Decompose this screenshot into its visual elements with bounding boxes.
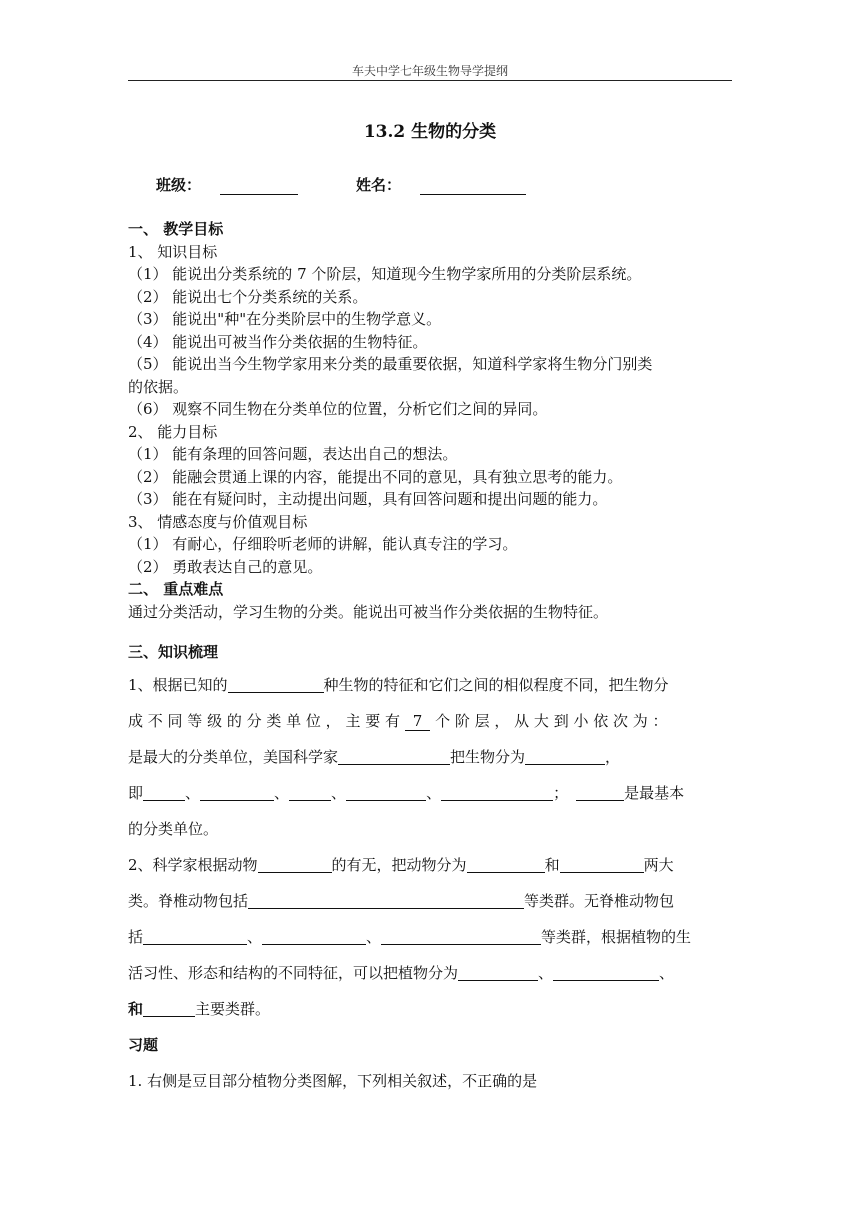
- blank[interactable]: [576, 782, 624, 801]
- blank[interactable]: [525, 746, 605, 765]
- knowledge-item-1: （1） 能说出分类系统的 7 个阶层，知道现今生物学家所用的分类阶层系统。: [128, 265, 642, 283]
- paragraph-1-line-1: 1、根据已知的 种生物的特征和它们之间的相似程度不同，把生物分: [128, 676, 669, 694]
- page-header: 车夫中学七年级生物导学提纲: [351, 64, 508, 78]
- blank[interactable]: [560, 854, 644, 873]
- knowledge-item-2: （2） 能说出七个分类系统的关系。: [128, 287, 368, 306]
- section-2-heading: 二、 重点难点: [128, 580, 224, 598]
- paragraph-1-line-2: 成 不 同 等 级 的 分 类 单 位 ， 主 要 有 7 个 阶 层 ， 从 大 到 小 依 次 为 ：: [128, 712, 668, 730]
- exercise-question-1: 1. 右侧是豆目部分植物分类图解，下列相关叙述，不正确的是: [128, 1072, 538, 1090]
- blank[interactable]: [228, 674, 324, 693]
- class-label: 班级：: [156, 176, 202, 194]
- blank[interactable]: [143, 926, 247, 945]
- blank[interactable]: [248, 890, 524, 909]
- name-field: [356, 174, 526, 195]
- header-rule: [128, 80, 732, 81]
- paragraph-2-line-1: 2、科学家根据动物 的有无，把动物分为 和 两大: [128, 856, 674, 874]
- blank[interactable]: [553, 962, 659, 981]
- page-title: 13.2 生物的分类: [363, 122, 497, 142]
- blank[interactable]: [258, 854, 332, 873]
- section-1-heading: 一、 教学目标: [128, 220, 224, 238]
- knowledge-item-5a: （5） 能说出当今生物学家用来分类的最重要依据，知道科学家将生物分门别类: [128, 355, 653, 373]
- class-blank[interactable]: [220, 178, 298, 195]
- section-2-text: 通过分类活动，学习生物的分类。能说出可被当作分类依据的生物特征。: [128, 602, 609, 621]
- subsection-attitude: 3、 情感态度与价值观目标: [128, 512, 308, 531]
- attitude-item-1: （1） 有耐心，仔细聆听老师的讲解，能认真专注的学习。: [128, 535, 518, 553]
- attitude-item-2: （2） 勇敢表达自己的意见。: [128, 557, 323, 576]
- blank[interactable]: [346, 782, 426, 801]
- blank[interactable]: [441, 782, 553, 801]
- paragraph-2-line-5: 和 主要类群。: [128, 1000, 271, 1018]
- subsection-knowledge: 1、 知识目标: [128, 242, 218, 261]
- knowledge-item-3: （3） 能说出"种"在分类阶层中的生物学意义。: [128, 310, 442, 328]
- blank[interactable]: [262, 926, 366, 945]
- ability-item-3: （3） 能在有疑问时，主动提出问题，具有回答问题和提出问题的能力。: [128, 490, 608, 508]
- subsection-ability: 2、 能力目标: [128, 422, 218, 441]
- answer-seven: 7: [405, 712, 431, 731]
- blank[interactable]: [289, 782, 331, 801]
- blank[interactable]: [338, 746, 450, 765]
- knowledge-item-6: （6） 观察不同生物在分类单位的位置，分析它们之间的异同。: [128, 400, 548, 418]
- knowledge-item-5b: 的依据。: [128, 377, 189, 396]
- blank[interactable]: [467, 854, 545, 873]
- blank[interactable]: [143, 998, 195, 1017]
- document-body: [128, 218, 732, 1099]
- paragraph-1-line-5: 的分类单位。: [128, 820, 219, 838]
- name-blank[interactable]: [420, 178, 526, 195]
- paragraph-1-line-3: 是最大的分类单位，美国科学家 把生物分为 ，: [128, 748, 621, 766]
- section-3-heading: 三、知识梳理: [128, 643, 219, 661]
- name-label: 姓名：: [356, 176, 402, 194]
- ability-item-1: （1） 能有条理的回答问题，表达出自己的想法。: [128, 445, 458, 463]
- ability-item-2: （2） 能融会贯通上课的内容，能提出不同的意见，具有独立思考的能力。: [128, 467, 623, 486]
- paragraph-1-line-4: 即 、 、 、 、 ； 是最基本: [128, 784, 685, 802]
- paragraph-2-line-3: 括 、 、 等类群，根据植物的生: [128, 928, 692, 946]
- class-field: [156, 174, 298, 195]
- knowledge-item-4: （4） 能说出可被当作分类依据的生物特征。: [128, 332, 428, 351]
- paragraph-2-line-2: 类。脊椎动物包括 等类群。无脊椎动物包: [128, 892, 675, 910]
- paragraph-2-line-4: 活习性、形态和结构的不同特征，可以把植物分为 、 、: [128, 964, 675, 982]
- exercises-heading: 习题: [128, 1036, 159, 1054]
- blank[interactable]: [143, 782, 185, 801]
- blank[interactable]: [381, 926, 541, 945]
- blank[interactable]: [458, 962, 538, 981]
- blank[interactable]: [200, 782, 274, 801]
